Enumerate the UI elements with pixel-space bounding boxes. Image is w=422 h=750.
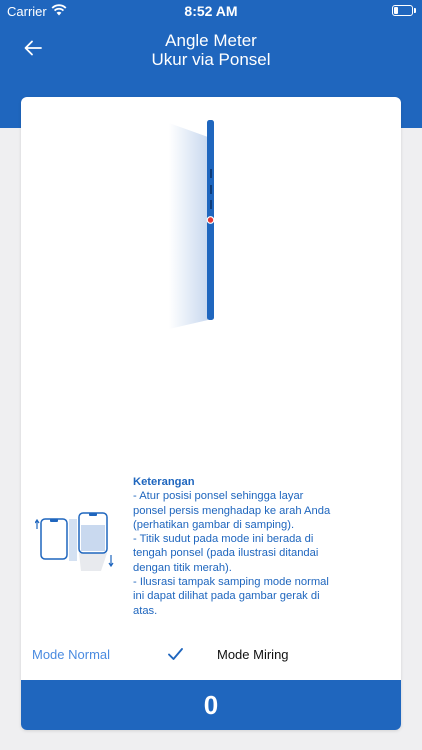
description-line: (perhatikan gambar di samping). <box>133 518 295 531</box>
mode-normal-option[interactable]: Mode Normal <box>32 647 111 662</box>
battery-icon <box>392 5 413 16</box>
battery-cap <box>414 8 416 13</box>
content-card <box>21 97 401 730</box>
status-bar <box>0 0 422 22</box>
page-title <box>0 31 422 69</box>
description-line: ponsel persis menghadap ke arah Anda <box>133 504 331 517</box>
carrier-label: Carrier <box>7 4 47 19</box>
mode-tilt-mini-illustration <box>35 509 125 577</box>
phone-side-illustration <box>169 115 219 330</box>
description-block <box>133 475 397 618</box>
description-line: - Titik sudut pada mode ini berada di <box>133 533 314 546</box>
status-time: 8:52 AM <box>184 3 238 19</box>
description-line: - Ilusrasi tampak samping mode normal <box>133 576 329 589</box>
description-line: atas. <box>133 604 158 617</box>
description-title: Keterangan <box>133 476 195 488</box>
checkmark-icon <box>166 646 184 662</box>
angle-value-display: 0 <box>21 680 401 730</box>
mode-tilt-option[interactable]: Mode Miring <box>217 647 289 662</box>
description-line: dengan titik merah). <box>133 561 232 574</box>
mode-selector <box>21 642 401 668</box>
description-line: tengah ponsel (pada ilustrasi ditandai <box>133 547 319 560</box>
title-line-2: Ukur via Ponsel <box>151 50 271 69</box>
title-line-1: Angle Meter <box>165 31 257 50</box>
description-line: ini dapat dilihat pada gambar gerak di <box>133 590 320 603</box>
description-line: - Atur posisi ponsel sehingga layar <box>133 490 304 503</box>
